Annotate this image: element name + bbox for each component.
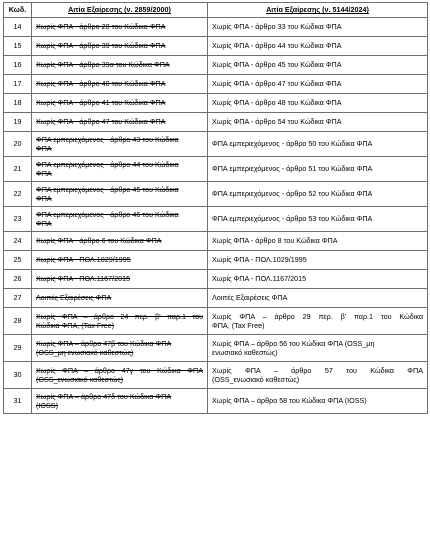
old-reason-cell — [32, 389, 208, 414]
table-row — [4, 75, 428, 94]
new-reason-cell — [208, 335, 428, 362]
row-code: 20 — [4, 132, 32, 157]
new-reason-cell — [208, 182, 428, 207]
old-reason-text: ΦΠΑ εμπεριεχόμενος - άρθρο 43 του Κώδικα — [36, 134, 179, 144]
new-reason-text: Χωρίς ΦΠΑ - άρθρο 45 του Κώδικα ΦΠΑ — [212, 60, 342, 70]
old-reason-cell — [32, 132, 208, 157]
old-reason-text: Χωρίς ΦΠΑ - άρθρο 39α του Κώδικα ΦΠΑ — [36, 60, 170, 70]
old-reason-text: Χωρίς ΦΠΑ - άρθρο 41 του Κώδικα ΦΠΑ — [36, 98, 166, 108]
table-row — [4, 389, 428, 414]
row-code: 21 — [4, 157, 32, 182]
row-code: 18 — [4, 94, 32, 113]
old-reason-text: Χωρίς ΦΠΑ - άρθρο 40 του Κώδικα ΦΠΑ — [36, 79, 166, 89]
table-row — [4, 308, 428, 335]
new-reason-cell — [208, 113, 428, 132]
new-reason-cell — [208, 251, 428, 270]
table-row — [4, 94, 428, 113]
row-code: 25 — [4, 251, 32, 270]
row-code: 24 — [4, 232, 32, 251]
table-row — [4, 362, 428, 389]
row-code: 28 — [4, 308, 32, 335]
old-reason-text: (IOSS) — [36, 401, 58, 410]
new-reason-text: ΦΠΑ εμπεριεχόμενος - άρθρο 50 του Κώδικα ΦΠΑ — [212, 139, 373, 149]
old-reason-text: Χωρίς ΦΠΑ - άρθρο 28 του Κώδικα ΦΠΑ — [36, 22, 166, 32]
new-reason-cell — [208, 75, 428, 94]
row-code: 31 — [4, 389, 32, 414]
new-reason-text: ΦΠΑ εμπεριεχόμενος - άρθρο 51 του Κώδικα ΦΠΑ — [212, 164, 373, 174]
new-reason-text: Χωρίς ΦΠΑ – άρθρο 56 του Κώδικα ΦΠΑ (OSS_μη — [212, 338, 375, 348]
row-code: 26 — [4, 270, 32, 289]
row-code: 30 — [4, 362, 32, 389]
row-code: 27 — [4, 289, 32, 308]
header-old-reason: Αιτία Εξαίρεσης (ν. 2859/2000) — [32, 3, 208, 18]
new-reason-cell — [208, 232, 428, 251]
old-reason-cell — [32, 18, 208, 37]
old-reason-text: Χωρίς ΦΠΑ - άρθρο 47 του Κώδικα ΦΠΑ — [36, 117, 166, 127]
new-reason-text: ΦΠΑ εμπεριεχόμενος - άρθρο 52 του Κώδικα ΦΠΑ — [212, 189, 373, 199]
old-reason-text: Χωρίς ΦΠΑ - ΠΟΛ.1167/2015 — [36, 274, 131, 284]
table-row — [4, 18, 428, 37]
table-row — [4, 132, 428, 157]
vat-exemption-table — [3, 2, 428, 414]
table-row — [4, 157, 428, 182]
old-reason-cell — [32, 335, 208, 362]
old-reason-text: Χωρίς ΦΠΑ - άρθρο 39 του Κώδικα ΦΠΑ — [36, 41, 166, 51]
new-reason-cell — [208, 270, 428, 289]
new-reason-cell — [208, 389, 428, 414]
header-code: Κωδ. — [4, 3, 32, 18]
old-reason-text: Χωρίς ΦΠΑ – άρθρο 47β του Κώδικα ΦΠΑ — [36, 338, 172, 348]
table-row — [4, 113, 428, 132]
old-reason-text: ΦΠΑ — [36, 144, 52, 153]
new-reason-text: Χωρίς ΦΠΑ – άρθρο 57 του Κώδικα ΦΠΑ — [212, 365, 423, 375]
table-row — [4, 335, 428, 362]
new-reason-cell — [208, 362, 428, 389]
old-reason-text: Λοιπές Εξαιρέσεις ΦΠΑ — [36, 293, 112, 303]
old-reason-text: Χωρίς ΦΠΑ - ΠΟΛ.1029/1995 — [36, 255, 131, 265]
old-reason-text: ΦΠΑ εμπεριεχόμενος - άρθρο 45 του Κώδικα — [36, 184, 179, 194]
new-reason-text: (OSS_ενωσιακό καθεστώς) — [212, 375, 300, 384]
old-reason-cell — [32, 37, 208, 56]
row-code: 14 — [4, 18, 32, 37]
header-row — [4, 3, 428, 18]
new-reason-cell — [208, 37, 428, 56]
new-reason-text: Χωρίς ΦΠΑ - άρθρο 33 του Κώδικα ΦΠΑ — [212, 22, 342, 32]
new-reason-text: Χωρίς ΦΠΑ – άρθρο 58 του Κώδικα ΦΠΑ (IOSS) — [212, 396, 367, 406]
table-row — [4, 207, 428, 232]
row-code: 19 — [4, 113, 32, 132]
old-reason-text: Κώδικα ΦΠΑ, (Tax Free) — [36, 321, 115, 330]
table-row — [4, 56, 428, 75]
old-reason-text: ΦΠΑ εμπεριεχόμενος - άρθρο 46 του Κώδικα — [36, 209, 179, 219]
row-code: 23 — [4, 207, 32, 232]
old-reason-cell — [32, 251, 208, 270]
new-reason-text: Χωρίς ΦΠΑ - άρθρο 8 του Κώδικα ΦΠΑ — [212, 236, 338, 246]
new-reason-text: ΦΠΑ, (Tax Free) — [212, 321, 265, 330]
old-reason-text: (OSS_ενωσιακό καθεστώς) — [36, 375, 124, 384]
table-row — [4, 182, 428, 207]
old-reason-cell — [32, 207, 208, 232]
new-reason-cell — [208, 289, 428, 308]
new-reason-text: Χωρίς ΦΠΑ - άρθρο 44 του Κώδικα ΦΠΑ — [212, 41, 342, 51]
old-reason-text: (OSS_μη ενωσιακό καθεστώς) — [36, 348, 134, 357]
new-reason-cell — [208, 56, 428, 75]
old-reason-cell — [32, 182, 208, 207]
table-row — [4, 251, 428, 270]
old-reason-text: ΦΠΑ εμπεριεχόμενος - άρθρο 44 του Κώδικα — [36, 159, 179, 169]
new-reason-text: Χωρίς ΦΠΑ - άρθρο 54 του Κώδικα ΦΠΑ — [212, 117, 342, 127]
table-row — [4, 289, 428, 308]
old-reason-cell — [32, 289, 208, 308]
new-reason-text: ενωσιακό καθεστώς) — [212, 348, 278, 357]
old-reason-text: Χωρίς ΦΠΑ – άρθρο 47γ του Κώδικα ΦΠΑ — [36, 365, 203, 375]
new-reason-cell — [208, 94, 428, 113]
old-reason-text: ΦΠΑ — [36, 219, 52, 228]
old-reason-text: ΦΠΑ — [36, 169, 52, 178]
table-row — [4, 270, 428, 289]
old-reason-cell — [32, 75, 208, 94]
row-code: 16 — [4, 56, 32, 75]
new-reason-text: Λοιπές Εξαιρέσεις ΦΠΑ — [212, 293, 288, 303]
old-reason-cell — [32, 94, 208, 113]
row-code: 15 — [4, 37, 32, 56]
old-reason-cell — [32, 362, 208, 389]
new-reason-cell — [208, 157, 428, 182]
new-reason-text: Χωρίς ΦΠΑ - ΠΟΛ.1167/2015 — [212, 274, 307, 284]
new-reason-text: Χωρίς ΦΠΑ - άρθρο 47 του Κώδικα ΦΠΑ — [212, 79, 342, 89]
old-reason-text: Χωρίς ΦΠΑ – άρθρο 24 περ. β' παρ.1 του — [36, 311, 203, 321]
old-reason-cell — [32, 56, 208, 75]
row-code: 17 — [4, 75, 32, 94]
new-reason-cell — [208, 132, 428, 157]
new-reason-text: Χωρίς ΦΠΑ - άρθρο 48 του Κώδικα ΦΠΑ — [212, 98, 342, 108]
table-row — [4, 232, 428, 251]
old-reason-cell — [32, 113, 208, 132]
old-reason-text: Χωρίς ΦΠΑ - άρθρο 6 του Κώδικα ΦΠΑ — [36, 236, 162, 246]
row-code: 29 — [4, 335, 32, 362]
old-reason-text: Χωρίς ΦΠΑ – άρθρο 47δ του Κώδικα ΦΠΑ — [36, 391, 172, 401]
old-reason-cell — [32, 232, 208, 251]
new-reason-text: Χωρίς ΦΠΑ - ΠΟΛ.1029/1995 — [212, 255, 307, 265]
header-new-reason: Αιτία Εξαίρεσης (ν. 5144/2024) — [208, 3, 428, 18]
old-reason-text: ΦΠΑ — [36, 194, 52, 203]
new-reason-text: ΦΠΑ εμπεριεχόμενος - άρθρο 53 του Κώδικα ΦΠΑ — [212, 214, 373, 224]
new-reason-text: Χωρίς ΦΠΑ – άρθρο 29 περ. β' παρ.1 του Κώδικα — [212, 311, 423, 321]
new-reason-cell — [208, 207, 428, 232]
new-reason-cell — [208, 18, 428, 37]
table-row — [4, 37, 428, 56]
old-reason-cell — [32, 270, 208, 289]
old-reason-cell — [32, 157, 208, 182]
new-reason-cell — [208, 308, 428, 335]
row-code: 22 — [4, 182, 32, 207]
old-reason-cell — [32, 308, 208, 335]
